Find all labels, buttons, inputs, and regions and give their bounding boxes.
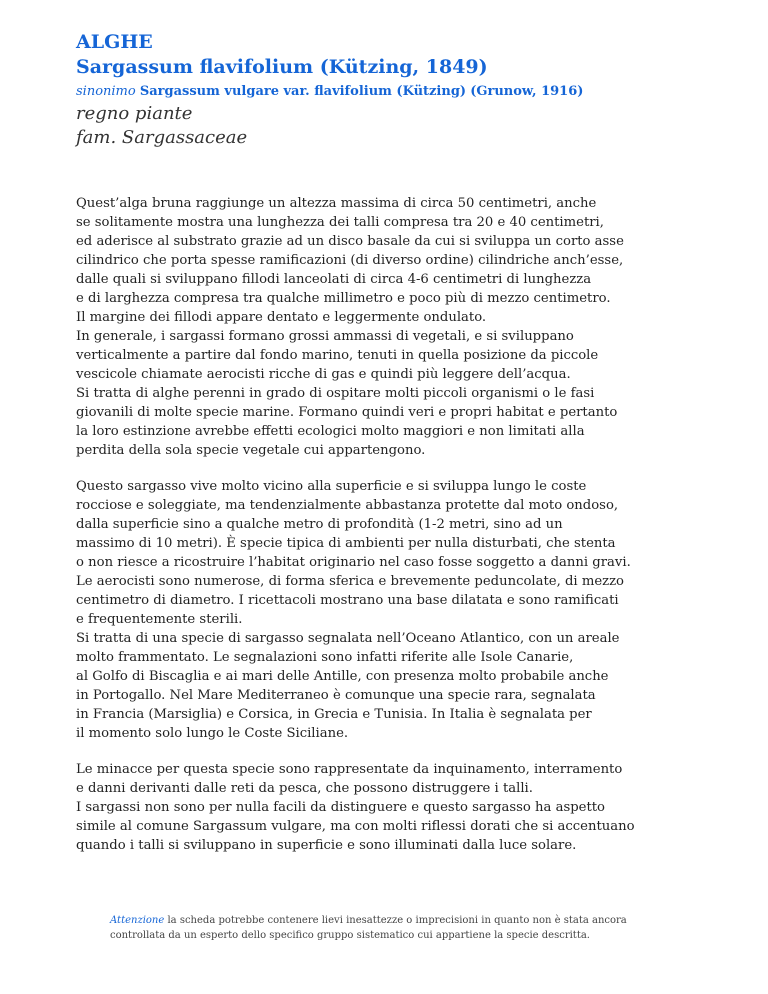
synonym-author: (Grunow, 1916) — [470, 84, 584, 99]
text-line: massimo di 10 metri). È specie tipica di ambienti per nulla disturbati, che stenta — [76, 536, 616, 551]
kingdom: regno piante — [76, 103, 193, 124]
synonym-name: Sargassum vulgare var. flavifolium (Kützing) — [139, 84, 467, 99]
disclaimer — [110, 913, 690, 943]
text-line: quando i talli si sviluppano in superficie e sono illuminati dalla luce solare. — [76, 838, 577, 853]
text-line: Si tratta di alghe perenni in grado di ospitare molti piccoli organismi o le fasi — [76, 386, 595, 401]
text-line: e danni derivanti dalle reti da pesca, che possono distruggere i talli. — [76, 781, 533, 796]
synonym-label: sinonimo — [76, 84, 136, 99]
text-line: se solitamente mostra una lunghezza dei talli compresa tra 20 e 40 centimetri, — [76, 215, 604, 230]
disclaimer-line-2: controllata da un esperto dello specifico gruppo sistematico cui appartiene la specie descritta. — [110, 930, 590, 941]
text-line: In generale, i sargassi formano grossi ammassi di vegetali, e si sviluppano — [76, 329, 574, 344]
text-line: il momento solo lungo le Coste Siciliane. — [76, 726, 349, 741]
text-line: rocciose e soleggiate, ma tendenzialmente abbastanza protette dal moto ondoso, — [76, 498, 619, 513]
text-line: dalle quali si sviluppano fillodi lanceolati di circa 4-6 centimetri di lunghezza — [76, 272, 592, 287]
text-line: ed aderisce al substrato grazie ad un disco basale da cui si sviluppa un corto asse — [76, 234, 624, 249]
text-line: o non riesce a ricostruire l’habitat originario nel caso fosse soggetto a danni gravi. — [76, 555, 631, 570]
disclaimer-line-1: la scheda potrebbe contenere lievi inesattezze o imprecisioni in quanto non è stata ancora — [167, 915, 627, 926]
text-line: centimetro di diametro. I ricettacoli mostrano una base dilatata e sono ramificati — [76, 593, 619, 608]
text-line: cilindrico che porta spesse ramificazioni (di diverso ordine) cilindriche anch’esse, — [76, 253, 624, 268]
text-line: Le minacce per questa specie sono rappresentate da inquinamento, interramento — [76, 762, 623, 777]
text-line: molto frammentato. Le segnalazioni sono infatti riferite alle Isole Canarie, — [76, 650, 574, 665]
text-line: la loro estinzione avrebbe effetti ecologici molto maggiori e non limitati alla — [76, 424, 585, 439]
text-line: I sargassi non sono per nulla facili da distinguere e questo sargasso ha aspetto — [76, 800, 606, 815]
text-line: e frequentemente sterili. — [76, 612, 243, 627]
attention-label: Attenzione — [110, 915, 165, 926]
text-line: Il margine dei fillodi appare dentato e leggermente ondulato. — [76, 310, 487, 325]
description-body — [76, 194, 716, 855]
text-line: Questo sargasso vive molto vicino alla superficie e si sviluppa lungo le coste — [76, 479, 587, 494]
text-line: Le aerocisti sono numerose, di forma sferica e brevemente peduncolate, di mezzo — [76, 574, 624, 589]
text-line: e di larghezza compresa tra qualche millimetro e poco più di mezzo centimetro. — [76, 291, 611, 306]
text-line: in Francia (Marsiglia) e Corsica, in Grecia e Tunisia. In Italia è segnalata per — [76, 707, 592, 722]
text-line: giovanili di molte specie marine. Formano quindi veri e propri habitat e pertanto — [76, 405, 618, 420]
paragraph — [76, 194, 716, 460]
text-line: verticalmente a partire dal fondo marino, tenuti in quella posizione da piccole — [76, 348, 599, 363]
text-line: Quest’alga bruna raggiunge un altezza massima di circa 50 centimetri, anche — [76, 196, 597, 211]
paragraph — [76, 760, 716, 855]
text-line: in Portogallo. Nel Mare Mediterraneo è comunque una specie rara, segnalata — [76, 688, 596, 703]
text-line: Si tratta di una specie di sargasso segnalata nell’Oceano Atlantico, con un areale — [76, 631, 620, 646]
family: fam. Sargassaceae — [76, 127, 248, 148]
species-sheet — [76, 30, 716, 872]
category-title: ALGHE — [76, 31, 153, 53]
species-title: Sargassum flavifolium (Kützing, 1849) — [76, 56, 488, 78]
paragraph — [76, 477, 716, 743]
text-line: simile al comune Sargassum vulgare, ma con molti riflessi dorati che si accentuano — [76, 819, 635, 834]
text-line: dalla superficie sino a qualche metro di profondità (1-2 metri, sino ad un — [76, 517, 563, 532]
text-line: vescicole chiamate aerocisti ricche di gas e quindi più leggere dell’acqua. — [76, 367, 571, 382]
synonym-row — [76, 82, 716, 102]
text-line: al Golfo di Biscaglia e ai mari delle Antille, con presenza molto probabile anche — [76, 669, 609, 684]
text-line: perdita della sola specie vegetale cui appartengono. — [76, 443, 426, 458]
